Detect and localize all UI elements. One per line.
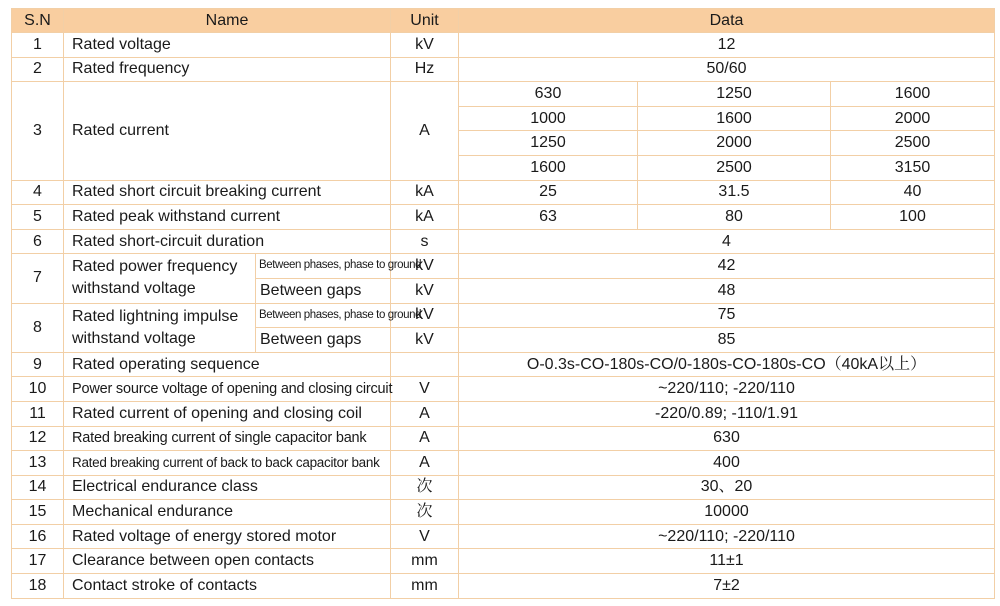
current-value: 3150 (831, 155, 995, 180)
row-name: Rated breaking current of single capacitor bank (64, 426, 391, 451)
row-unit: s (391, 229, 459, 254)
row-sn: 7 (12, 254, 64, 303)
current-value: 2000 (638, 131, 831, 156)
table-row (12, 475, 995, 500)
table-row (12, 229, 995, 254)
row-sn: 14 (12, 475, 64, 500)
current-value: 630 (459, 82, 638, 107)
spec-table (11, 8, 995, 599)
row-name: Power source voltage of opening and closing circuit (64, 377, 391, 402)
row-sn: 13 (12, 451, 64, 476)
row-value: 12 (459, 33, 995, 58)
row-value: ~220/110; -220/110 (459, 524, 995, 549)
row-value: -220/0.89; -110/1.91 (459, 401, 995, 426)
current-value: 1000 (459, 106, 638, 131)
row-name: Rated operating sequence (64, 352, 391, 377)
row-sn: 5 (12, 205, 64, 230)
table-row (12, 401, 995, 426)
row-unit: kV (391, 278, 459, 303)
row-name: Rated current (64, 82, 391, 180)
table-row (12, 180, 995, 205)
table-row (12, 82, 995, 107)
row-name: Contact stroke of contacts (64, 574, 391, 599)
row-value: 75 (459, 303, 995, 328)
row-name: Electrical endurance class (64, 475, 391, 500)
row-unit: kV (391, 33, 459, 58)
row-unit: kV (391, 328, 459, 353)
sub-condition: Between phases, phase to ground (256, 303, 391, 328)
table-row (12, 451, 995, 476)
row-unit: A (391, 82, 459, 180)
row-name: Rated peak withstand current (64, 205, 391, 230)
row-value: 4 (459, 229, 995, 254)
current-value: 1600 (638, 106, 831, 131)
row-sn: 3 (12, 82, 64, 180)
row-sn: 12 (12, 426, 64, 451)
row-value: 400 (459, 451, 995, 476)
row-value: 31.5 (638, 180, 831, 205)
row-unit: A (391, 401, 459, 426)
table-row (12, 254, 995, 279)
row-unit: kV (391, 254, 459, 279)
row-name: Rated current of opening and closing coil (64, 401, 391, 426)
row-value: 30、20 (459, 475, 995, 500)
row-value: 630 (459, 426, 995, 451)
current-value: 1250 (638, 82, 831, 107)
row-name: Clearance between open contacts (64, 549, 391, 574)
row-value: 11±1 (459, 549, 995, 574)
current-value: 2000 (831, 106, 995, 131)
row-unit: A (391, 451, 459, 476)
table-row (12, 549, 995, 574)
row-name: Rated short-circuit duration (64, 229, 391, 254)
current-value: 1600 (831, 82, 995, 107)
table-row (12, 303, 995, 328)
table-row (12, 57, 995, 82)
row-value: 40 (831, 180, 995, 205)
row-unit: A (391, 426, 459, 451)
row-unit: V (391, 377, 459, 402)
row-unit: kV (391, 303, 459, 328)
row-name: Rated voltage of energy stored motor (64, 524, 391, 549)
table-row (12, 205, 995, 230)
row-unit: kA (391, 180, 459, 205)
row-sn: 9 (12, 352, 64, 377)
table-row (12, 524, 995, 549)
row-unit: mm (391, 549, 459, 574)
sub-condition: Between gaps (256, 328, 391, 353)
row-name: Rated power frequency withstand voltage (64, 254, 256, 303)
row-unit: V (391, 524, 459, 549)
table-row (12, 352, 995, 377)
row-sn: 18 (12, 574, 64, 599)
table-row (12, 500, 995, 525)
row-sn: 11 (12, 401, 64, 426)
row-unit: Hz (391, 57, 459, 82)
row-value: 63 (459, 205, 638, 230)
sub-condition: Between gaps (256, 278, 391, 303)
row-unit: 次 (391, 500, 459, 525)
row-sn: 2 (12, 57, 64, 82)
row-sn: 16 (12, 524, 64, 549)
row-unit: mm (391, 574, 459, 599)
header-data: Data (459, 9, 995, 33)
row-value: 100 (831, 205, 995, 230)
table-row (12, 426, 995, 451)
table-row (12, 33, 995, 58)
row-unit: kA (391, 205, 459, 230)
table-row (12, 377, 995, 402)
current-value: 2500 (638, 155, 831, 180)
row-value: 42 (459, 254, 995, 279)
row-name: Rated lightning impulse withstand voltage (64, 303, 256, 352)
current-value: 1250 (459, 131, 638, 156)
row-value: 50/60 (459, 57, 995, 82)
header-unit: Unit (391, 9, 459, 33)
row-sn: 15 (12, 500, 64, 525)
row-sn: 10 (12, 377, 64, 402)
row-sn: 6 (12, 229, 64, 254)
row-name: Rated frequency (64, 57, 391, 82)
current-value: 2500 (831, 131, 995, 156)
row-value: 85 (459, 328, 995, 353)
row-name: Rated voltage (64, 33, 391, 58)
row-value: 80 (638, 205, 831, 230)
header-sn: S.N (12, 9, 64, 33)
sub-condition: Between phases, phase to ground (256, 254, 391, 279)
row-value: 48 (459, 278, 995, 303)
row-value: 7±2 (459, 574, 995, 599)
row-unit: 次 (391, 475, 459, 500)
row-value: 25 (459, 180, 638, 205)
row-sn: 1 (12, 33, 64, 58)
row-name: Rated breaking current of back to back capacitor bank (64, 451, 391, 476)
row-value: O-0.3s-CO-180s-CO/0-180s-CO-180s-CO（40kA以上） (459, 352, 995, 377)
current-value: 1600 (459, 155, 638, 180)
row-value: ~220/110; -220/110 (459, 377, 995, 402)
header-row (12, 9, 995, 33)
table-row (12, 574, 995, 599)
row-sn: 8 (12, 303, 64, 352)
row-name: Rated short circuit breaking current (64, 180, 391, 205)
row-sn: 4 (12, 180, 64, 205)
row-value: 10000 (459, 500, 995, 525)
row-sn: 17 (12, 549, 64, 574)
header-name: Name (64, 9, 391, 33)
row-unit (391, 352, 459, 377)
row-name: Mechanical endurance (64, 500, 391, 525)
